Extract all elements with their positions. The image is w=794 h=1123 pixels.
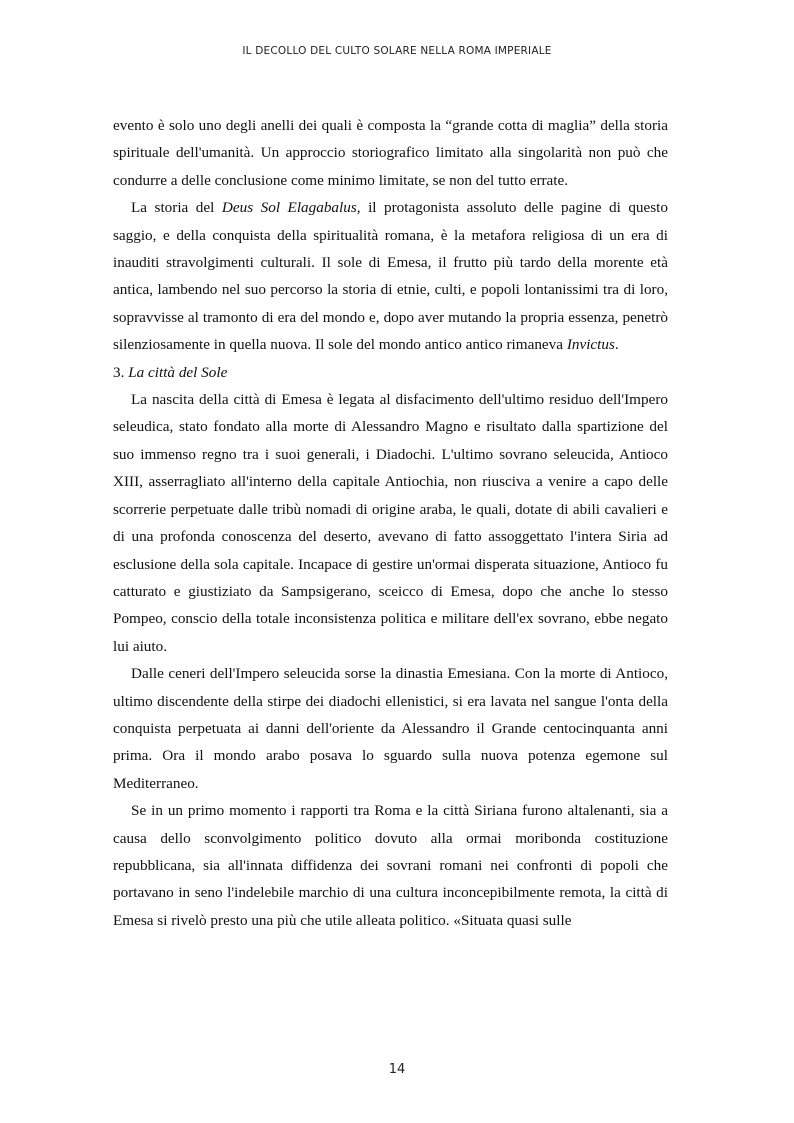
section-heading <box>113 359 668 386</box>
paragraph-2 <box>113 194 668 358</box>
invictus-italic: Invictus <box>566 336 615 354</box>
paragraph-4: Dalle ceneri dell'Impero seleucida sorse la dinastia Emesiana. Con la morte di Antioco, ultimo discendente della stirpe dei diadochi ellenistici, si era lavata nel sangue l'onta della conquista perpetuata ai danni dell'oriente da Alessandro il Grande centocinquanta anni prima. Ora il mondo arabo posava lo sguardo sulla nuova potenza egemone sul Mediterraneo. <box>113 665 668 792</box>
running-header: IL DECOLLO DEL CULTO SOLARE NELLA ROMA IMPERIALE <box>242 45 552 57</box>
paragraph-1: evento è solo uno degli anelli dei quali è composta la “grande cotta di maglia” della storia spirituale dell'umanità. Un approccio storiografico limitato alla singolarità non può che condurre a delle conclusione come minimo limitate, se non del tutto errate. <box>113 117 668 189</box>
paragraph-2-text-a: La storia del <box>131 199 222 217</box>
paragraph-5: Se in un primo momento i rapporti tra Roma e la città Siriana furono altalenanti, sia a causa dello sconvolgimento politico dovuto alla ormai moribonda costituzione repubblicana, sia all'innata diffidenza dei sovrani romani nei confronti di popoli che portavano in seno l'indelebile marchio di una cultura inconcepibilmente remota, la città di Emesa si rivelò presto una più che utile alleata politico. «Situata quasi sulle <box>113 802 668 929</box>
body-text <box>113 112 668 934</box>
paragraph-2-text-c: , il protagonista assoluto delle pagine di questo saggio, e della conquista della spiritualità romana, è la metafora religiosa di un era di inauditi stravolgimenti culturali. Il sole di Emesa, il frutto più tardo della morente età antica, lambendo nel suo percorso la storia di etnie, culti, e popoli lontanissimi tra di loro, sopravvisse al tramonto di era del mondo e, dopo aver mutando la propria essenza, penetrò silenziosamente in quella nuova. Il sole del mondo antico antico rimaneva <box>113 199 668 354</box>
page-number: 14 <box>388 1062 406 1077</box>
deus-sol-elagabalus-italic: Deus Sol Elagabalus <box>221 199 357 217</box>
paragraph-3: La nascita della città di Emesa è legata al disfacimento dell'ultimo residuo dell'Impero seleudica, stato fondato alla morte di Alessandro Magno e risultato dalla spartizione del suo immenso regno tra i suoi generali, i Diadochi. L'ultimo sovrano seleucida, Antioco XIII, asserragliato all'interno della capitale Antiochia, non riusciva a venire a capo delle scorrerie perpetuate dalle tribù nomadi di origine araba, le quali, dotate di abili cavalieri e di una profonda conoscenza del deserto, avevano di fatto assoggettato l'intera Siria ad esclusione della sola capitale. Incapace di gestire un'ormai disperata situazione, Antioco fu catturato e giustiziato da Sampsigerano, sceicco di Emesa, dopo che anche lo stesso Pompeo, conscio della totale inconsistenza politica e militare dell'ex sovrano, ebbe negato lui aiuto. <box>113 391 668 655</box>
section-title: La città del Sole <box>128 363 228 381</box>
section-number: 3. <box>113 363 129 381</box>
paragraph-2-text-e: . <box>614 336 619 354</box>
